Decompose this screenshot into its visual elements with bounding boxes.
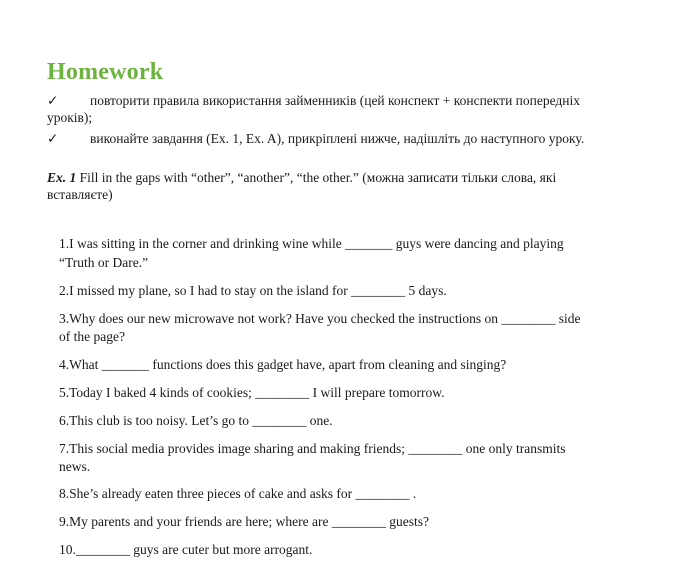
question-4: 4.What _______ functions does this gadget have, apart from cleaning and singing?: [59, 357, 507, 372]
question-3: 3.Why does our new microwave not work? Have you checked the instructions on ________ side: [59, 311, 581, 326]
checklist-item-2-text: виконайте завдання (Ex. 1, Ex. A), прикріплені нижче, надішліть до наступного уроку.: [90, 131, 585, 146]
question-8: 8.She’s already eaten three pieces of cake and asks for ________ .: [59, 486, 417, 501]
exercise-heading: [47, 168, 556, 187]
exercise-instruction: Fill in the gaps with “other”, “another”, “the other.” (можна записати тільки слова, які: [76, 170, 557, 185]
question-5: 5.Today I baked 4 kinds of cookies; ________ I will prepare tomorrow.: [59, 385, 445, 400]
exercise-instruction-continuation: вставляєте): [47, 187, 113, 202]
exercise-label: Ex. 1: [47, 170, 77, 185]
checklist-item-1-continuation: уроків);: [47, 110, 93, 125]
question-7: 7.This social media provides image sharing and making friends; ________ one only transmits: [59, 441, 566, 456]
question-6: 6.This club is too noisy. Let’s go to ________ one.: [59, 413, 333, 428]
question-2: 2.I missed my plane, so I had to stay on the island for ________ 5 days.: [59, 283, 447, 298]
checkmark-icon: ✓: [47, 131, 59, 146]
question-1: 1.I was sitting in the corner and drinking wine while _______ guys were dancing and playing: [59, 236, 564, 251]
question-1-continuation: “Truth or Dare.”: [59, 255, 149, 270]
question-10: 10.________ guys are cuter but more arrogant.: [59, 542, 313, 557]
checklist-item-1-text: повторити правила використання займенників (цей конспект + конспекти попередніх: [90, 93, 581, 108]
homework-title: Homework: [47, 59, 164, 85]
question-3-continuation: of the page?: [59, 329, 125, 344]
question-7-continuation: news.: [59, 459, 91, 474]
question-9: 9.My parents and your friends are here; where are ________ guests?: [59, 514, 429, 529]
checkmark-icon: ✓: [47, 93, 59, 108]
